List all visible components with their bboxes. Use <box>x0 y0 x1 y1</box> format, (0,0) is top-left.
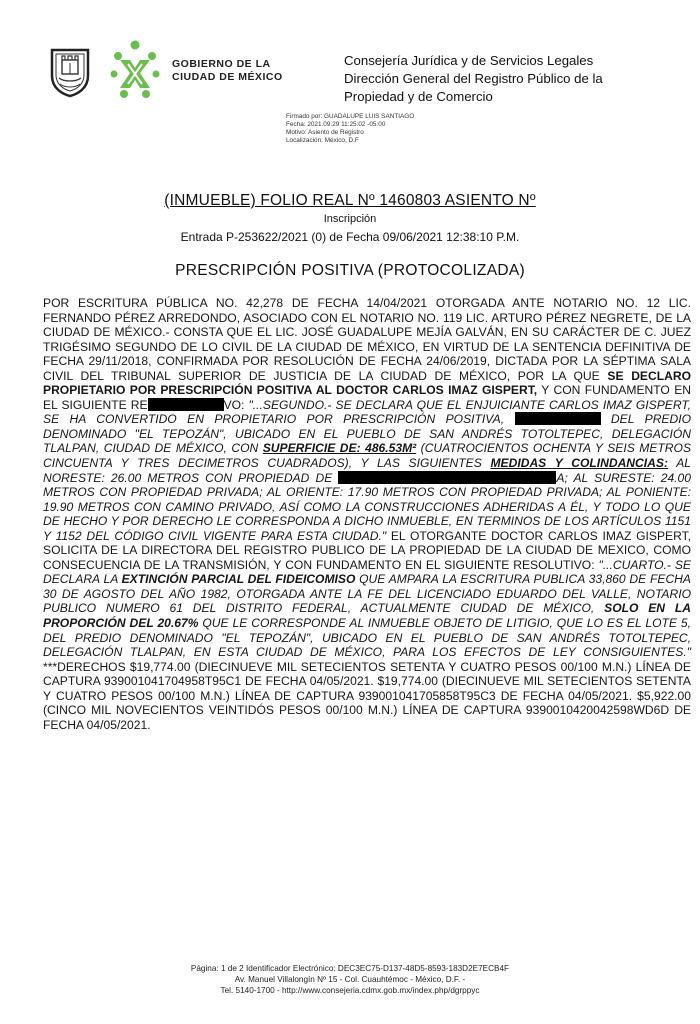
quoted-resolution-segment: QUE AMPARA LA ESCRITURA PUBLICA 33,860 DE FECHA 30 DE AGOSTO DEL AÑO 1982, OTORGADA ANTE LA FE DEL LICENCIADO EDUARDO DEL VALLE, NOTARIO PUBLICO NUMERO 61 DEL DISTRITO FEDERAL, ACTUALMENTE CIUDAD DE MÉXICO, <box>43 572 691 616</box>
entry-line: Entrada P-253622/2021 (0) de Fecha 09/06/2021 12:38:10 P.M. <box>180 230 520 244</box>
inscription-label: Inscripción <box>323 213 377 225</box>
quoted-resolution-segment: AL NORESTE: 26.00 METROS CON PROPIEDAD DE <box>43 456 691 485</box>
digital-signature-block <box>286 113 546 145</box>
proportion-bold: SOLO EN LA PROPORCIÓN DEL 20.67% <box>43 601 691 631</box>
document-type-heading: PRESCRIPCIÓN POSITIVA (PROTOCOLIZADA) <box>175 262 525 279</box>
text-segment: POR ESCRITURA PÚBLICA NO. 42,278 DE FECHA 14/04/2021 OTORGADA ANTE NOTARIO NO. 12 LIC. FERNANDO PÉREZ ARREDONDO, ASOCIADO CON EL NOTARIO NO. 119 LIC. ARTURO PÉREZ NEGRETE, DE LA CIUDAD DE MÉXICO.- CONSTA QUE EL LIC. JOSÉ GUADALUPE MEJÍA GALVÁN, EN SU CARÁCTER DE C. JUEZ TRIGÉSIMO SEGUNDO DE LO CIVIL DE LA CIUDAD DE MÉXICO, EN VIRTUD DE LA SENTENCIA DEFINITIVA DE FECHA 29/11/2018, CONFIRMADA POR RESOLUCIÓN DE FECHA 24/06/2019, DICTADA POR LA SÉPTIMA SALA CIVIL DEL TRIBUNAL SUPERIOR DE JUSTICIA DE LA CIUDAD DE MÉXICO, POR LA QUE <box>43 296 691 383</box>
letterhead <box>44 40 680 150</box>
redaction-box <box>338 471 556 484</box>
redaction-box <box>148 398 224 411</box>
quoted-resolution-segment: DEL PREDIO DENOMINADO "EL TEPOZÁN", UBICADO EN EL PUEBLO DE SAN ANDRÉS TOTOLTEPEC, DELEGACIÓN TLALPAN, CIUDAD DE MÉXICO, CON <box>43 412 691 456</box>
quoted-resolution-segment: "...CUARTO.- SE DECLARA LA <box>43 557 691 587</box>
footer-address: Av. Manuel Villalongín Nº 15 - Col. Cuauhtémoc - México, D.F. - <box>234 975 466 984</box>
quoted-resolution-segment: A; AL SURESTE: 24.00 METROS CON PROPIEDAD PRIVADA; AL ORIENTE: 17.90 METROS CON PROPIEDAD PRIVADA; AL PONIENTE: 19.90 METROS CON CAMINO PRIVADO, ASÍ COMO LA CONSTRUCCIONES ADHERIDAS A ÉL, Y TODO LO QUE DE HECHO Y POR DERECHO LE CORRESPONDA A DICHO INMUEBLE, EN TERMINOS DE LOS ARTÍCULOS 1151 Y 1152 DEL CÓDIGO CIVIL VIGENTE PARA ESTA CIUDAD." <box>43 470 691 543</box>
footer-contact: Tel. 5140-1700 - http://www.consejeria.cdmx.gob.mx/index.php/dgrppyc <box>220 986 480 995</box>
city-coat-of-arms-icon <box>48 46 92 98</box>
quoted-resolution-segment: "...SEGUNDO.- SE DECLARA QUE EL ENJUICIANTE CARLOS IMAZ GISPERT, SE HA CONVERTIDO EN PROPIETARIO POR PRESCRIPCIÓN POSITIVA, <box>43 397 691 427</box>
registry-entry-text <box>43 296 691 732</box>
signature-reason: Motivo: Asiento de Registro <box>286 129 364 136</box>
footer-page-id: Página: 1 de 2 Identificador Electrónico: DEC3EC75-D137-48D5-8593-183D2E7ECB4F <box>190 964 510 973</box>
surface-area-bold: SUPERFICIE DE: 486.53M² <box>262 441 417 456</box>
signature-location: Localización: México, D.F <box>286 137 359 144</box>
fees-text-segment: ***DERECHOS $19,774.00 (DIECINUEVE MIL SETECIENTOS SETENTA Y CUATRO PESOS 00/100 M.N.) LÍNEA DE CAPTURA 939001041704958T95C1 DE FECHA 04/05/2021. $19,774.00 (DIECINUEVE MIL SETECIENTOS SETENTA Y CUATRO PESOS 00/100 M.N.) LÍNEA DE CAPTURA 939001041705858T95C3 DE FECHA 04/05/2021. $5,922.00 (CINCO MIL NOVECIENTOS VEINTIDÓS PESOS 00/100 M.N.) LÍNEA DE CAPTURA 9390010420042598WD6D DE FECHA 04/05/2021. <box>43 659 691 732</box>
gov-name-line-1: GOBIERNO DE LA <box>172 58 271 70</box>
cdmx-logo-icon <box>110 40 160 102</box>
trust-extinction-bold: EXTINCIÓN PARCIAL DEL FIDEICOMISO <box>121 572 356 587</box>
text-segment: Y CON FUNDAMENTO EN EL SIGUIENTE RE <box>43 383 691 412</box>
government-name <box>172 58 312 84</box>
boundaries-heading-bold: MEDIDAS Y COLINDANCIAS: <box>490 456 668 471</box>
signature-date: Fecha: 2021.09.29 11:25:02 -05:00 <box>286 121 386 128</box>
gov-name-line-2: CIUDAD DE MÉXICO <box>172 71 283 83</box>
agency-line-2: Dirección General del Registro Público de la <box>344 71 603 86</box>
quoted-resolution-segment: QUE LE CORRESPONDE AL INMUEBLE OBJETO DE LITIGIO, QUE LO ES EL LOTE 5, DEL PREDIO DENOMINADO "EL TEPOZÁN", UBICADO EN EL PUEBLO DE SAN ANDRÉS TOTOLTEPEC, DELEGACIÓN TLALPAN, EN ESTA CIUDAD DE MÉXICO, PARA LOS EFECTOS DE LEY CONSIGUIENTES." <box>43 616 691 660</box>
agency-line-3: Propiedad y de Comercio <box>344 89 493 104</box>
agency-name <box>344 52 684 106</box>
folio-title: (INMUEBLE) FOLIO REAL Nº 1460803 ASIENTO Nº <box>164 192 536 209</box>
quoted-resolution-segment: (CUATROCIENTOS OCHENTA Y SEIS METROS CINCUENTA Y TRES DECIMETROS CUADRADOS), Y LAS SIGUIENTES <box>43 441 692 471</box>
text-segment: VO: <box>223 397 249 412</box>
redaction-box <box>515 412 601 425</box>
agency-line-1: Consejería Jurídica y de Servicios Legales <box>344 53 594 68</box>
declared-owner-bold: SE DECLARO PROPIETARIO POR PRESCRIPCIÓN POSITIVA AL DOCTOR CARLOS IMAZ GISPERT, <box>43 368 691 398</box>
text-segment: EL OTORGANTE DOCTOR CARLOS IMAZ GISPERT, SOLICITA DE LA DIRECTORA DEL REGISTRO PUBLICO DE LA PROPIEDAD DE LA CIUDAD DE MEXICO, COMO CONSECUENCIA DE LA TRANSMISIÓN, Y CON FUNDAMENTO EN EL SIGUIENTE RESOLUTIVO: <box>43 528 692 572</box>
signed-by: Firmado por: GUADALUPE LUIS SANTIAGO <box>286 113 415 120</box>
page-footer <box>0 963 700 996</box>
